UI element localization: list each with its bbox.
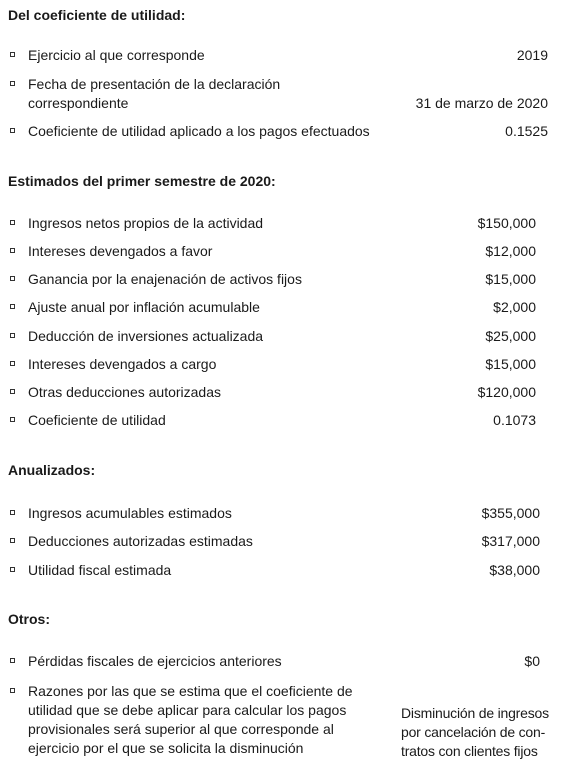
item-value-line: Disminución de ingresos <box>401 705 549 721</box>
item-label: Intereses devengados a favor <box>28 243 213 259</box>
section-heading-coeficiente: Del coeficiente de utilidad: <box>8 7 186 23</box>
item-value: 2019 <box>516 47 548 63</box>
square-bullet-icon <box>10 128 15 133</box>
item-label: Ejercicio al que corresponde <box>28 47 205 63</box>
item-label: Deducción de inversiones actualizada <box>28 328 264 344</box>
item-value: $317,000 <box>481 533 540 549</box>
square-bullet-icon <box>10 538 15 543</box>
square-bullet-icon <box>10 417 15 422</box>
item-value: $120,000 <box>477 384 536 400</box>
list-item-fecha-presentacion <box>8 75 572 113</box>
square-bullet-icon <box>10 81 15 86</box>
square-bullet-icon <box>10 52 15 57</box>
square-bullet-icon <box>10 248 15 253</box>
item-value: $0 <box>524 653 540 669</box>
square-bullet-icon <box>10 361 15 366</box>
square-bullet-icon <box>10 567 15 572</box>
item-label: Utilidad fiscal estimada <box>28 562 172 578</box>
item-label-line: provisionales será superior al que corresponde al <box>28 721 334 737</box>
item-label: Pérdidas fiscales de ejercicios anteriores <box>28 653 282 669</box>
item-value: 31 de marzo de 2020 <box>415 95 548 111</box>
item-value: $15,000 <box>485 271 536 287</box>
square-bullet-icon <box>10 333 15 338</box>
square-bullet-icon <box>10 389 15 394</box>
item-label-line: Fecha de presentación de la declaración <box>28 76 281 92</box>
item-label-line: ejercicio por el que se solicita la disminución <box>28 740 304 756</box>
item-label: Ganancia por la enajenación de activos fijos <box>28 271 302 287</box>
item-label-line: utilidad que se debe aplicar para calcular los pagos <box>28 702 347 718</box>
item-label-line: Razones por las que se estima que el coeficiente de <box>28 683 353 699</box>
item-value: $38,000 <box>489 562 540 578</box>
square-bullet-icon <box>10 220 15 225</box>
item-label <box>28 682 388 758</box>
item-label: Otras deducciones autorizadas <box>28 384 221 400</box>
item-label-line: correspondiente <box>28 95 129 111</box>
item-label: Coeficiente de utilidad aplicado a los pagos efectuados <box>28 123 370 139</box>
square-bullet-icon <box>10 688 15 693</box>
item-value: 0.1073 <box>493 412 536 428</box>
square-bullet-icon <box>10 510 15 515</box>
list-item-razones <box>8 682 572 758</box>
item-label: Intereses devengados a cargo <box>28 356 217 372</box>
item-value: $2,000 <box>493 299 536 315</box>
item-label: Ingresos acumulables estimados <box>28 505 232 521</box>
item-value: 0.1525 <box>505 123 548 139</box>
item-value-line: tratos con clientes fijos <box>401 743 538 759</box>
item-value: $150,000 <box>477 215 536 231</box>
item-label: Ingresos netos propios de la actividad <box>28 215 264 231</box>
section-heading-otros: Otros: <box>8 611 50 627</box>
item-value: $15,000 <box>485 356 536 372</box>
item-label: Ajuste anual por inflación acumulable <box>28 299 260 315</box>
square-bullet-icon <box>10 658 15 663</box>
item-value: $25,000 <box>485 328 536 344</box>
item-value: $12,000 <box>485 243 536 259</box>
item-label <box>28 75 280 113</box>
item-value <box>401 704 571 761</box>
section-heading-estimados: Estimados del primer semestre de 2020: <box>8 173 276 189</box>
item-value-line: por cancelación de con- <box>401 724 546 740</box>
section-heading-anualizados: Anualizados: <box>8 462 96 478</box>
square-bullet-icon <box>10 276 15 281</box>
item-label: Deducciones autorizadas estimadas <box>28 533 253 549</box>
item-label: Coeficiente de utilidad <box>28 412 166 428</box>
square-bullet-icon <box>10 304 15 309</box>
item-value: $355,000 <box>481 505 540 521</box>
